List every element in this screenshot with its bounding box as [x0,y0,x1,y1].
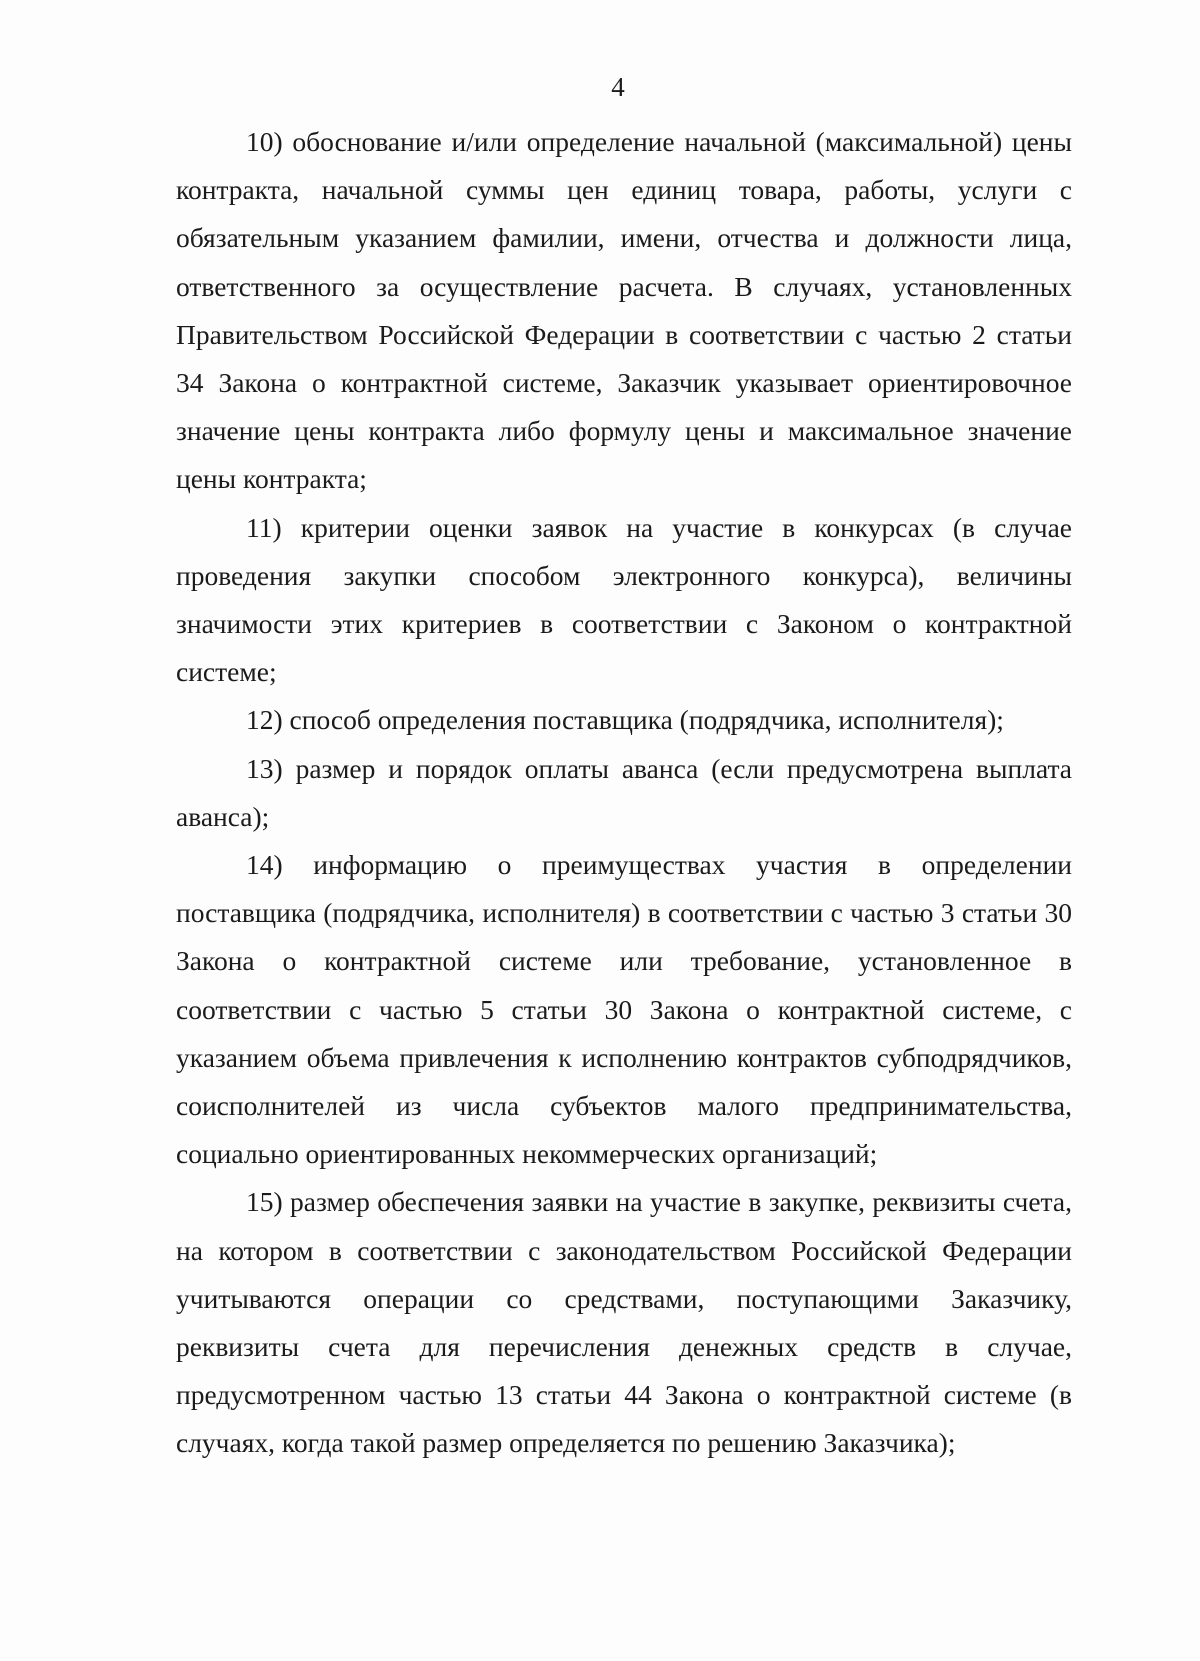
page-number: 4 [611,72,625,102]
paragraph-item-15: 15) размер обеспечения заявки на участие в закупке, реквизиты счета, на котором в соответствии с законодательством Российской Федерации учитываются операции со средствами, поступающими Заказчику, реквизиты счета для перечисления денежных средств в случае, предусмотренном частью 13 статьи 44 Закона о контрактной системе (в случаях, когда такой размер определяется по решению Заказчика); [176,1186,1072,1459]
paragraph-item-11: 11) критерии оценки заявок на участие в конкурсах (в случае проведения закупки способом электронного конкурса), величины значимости этих критериев в соответствии с Законом о контрактной системе; [176,511,1072,688]
paragraph-item-10: 10) обоснование и/или определение начальной (максимальной) цены контракта, начальной суммы цен единиц товара, работы, услуги с обязательным указанием фамилии, имени, отчества и должности лица, ответственного за осуществление расчета. В случаях, установленных Правительством Российской Федерации в соответствии с частью 2 статьи 34 Закона о контрактной системе, Заказчик указывает ориентировочное значение цены контракта либо формулу цены и максимальное значение цены контракта; [176,126,1072,495]
paragraph-item-13: 13) размер и порядок оплаты аванса (если предусмотрена выплата аванса); [176,752,1072,832]
paragraph-item-12: 12) способ определения поставщика (подрядчика, исполнителя); [246,704,1004,736]
paragraph-item-14: 14) информацию о преимуществах участия в определении поставщика (подрядчика, исполнителя) в соответствии с частью 3 статьи 30 Закона о контрактной системе или требование, установленное в соответствии с частью 5 статьи 30 Закона о контрактной системе, с указанием объема привлечения к исполнению контрактов субподрядчиков, соисполнителей из числа субъектов малого предпринимательства, социально ориентированных некоммерческих организаций; [176,849,1072,1170]
document-body [176,118,1072,1468]
